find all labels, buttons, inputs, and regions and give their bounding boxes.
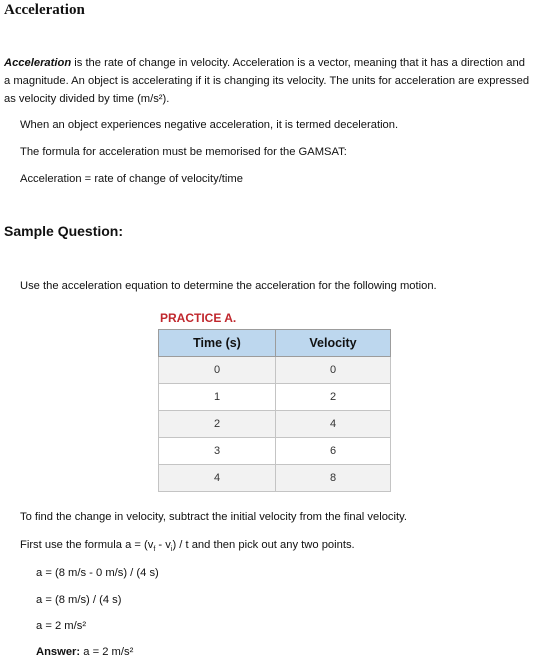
answer-value: a = 2 m/s² xyxy=(80,646,134,658)
table-header-row xyxy=(159,330,391,357)
question-text: Use the acceleration equation to determine the acceleration for the following motion. xyxy=(20,280,437,292)
practice-label: PRACTICE A. xyxy=(160,311,237,325)
velocity-cell: 4 xyxy=(276,411,391,438)
time-cell: 1 xyxy=(159,384,276,411)
table-row xyxy=(159,384,391,411)
velocity-cell: 8 xyxy=(276,465,391,492)
deceleration-line: When an object experiences negative acceleration, it is termed deceleration. xyxy=(20,119,399,131)
table-row xyxy=(159,465,391,492)
equation-line-2: a = (8 m/s) / (4 s) xyxy=(36,594,122,606)
table-row xyxy=(159,411,391,438)
velocity-cell: 0 xyxy=(276,357,391,384)
intro-term: Acceleration xyxy=(4,57,72,69)
formula-definition-line: Acceleration = rate of change of velocity/time xyxy=(20,173,243,185)
page-title: Acceleration xyxy=(4,2,85,18)
solution-step-1: To find the change in velocity, subtract the initial velocity from the final velocity. xyxy=(20,511,407,523)
intro-text: is the rate of change in velocity. Acceleration is a vector, meaning that it has a direction and a magnitude. An object is accelerating if it is changing its velocity. The units for acceleration are expressed as velocity divided by time (m/s²). xyxy=(4,57,530,105)
table-row xyxy=(159,357,391,384)
column-header-time: Time (s) xyxy=(159,330,276,357)
answer-line xyxy=(36,646,133,658)
practice-table xyxy=(158,329,391,492)
velocity-cell: 2 xyxy=(276,384,391,411)
sample-question-heading: Sample Question: xyxy=(4,223,124,239)
answer-label: Answer: xyxy=(36,646,81,658)
intro-paragraph xyxy=(4,54,532,108)
formula-note-line: The formula for acceleration must be memorised for the GAMSAT: xyxy=(20,146,347,158)
time-cell: 0 xyxy=(159,357,276,384)
equation-line-3: a = 2 m/s² xyxy=(36,620,87,632)
time-cell: 2 xyxy=(159,411,276,438)
column-header-velocity: Velocity xyxy=(276,330,391,357)
time-cell: 4 xyxy=(159,465,276,492)
solution-step-2: First use the formula $a = (v_f - v_i) / t$ and then pick out any two points. xyxy=(20,539,355,554)
table-row xyxy=(159,438,391,465)
time-cell: 3 xyxy=(159,438,276,465)
equation-line-1: a = (8 m/s - 0 m/s) / (4 s) xyxy=(36,567,159,579)
velocity-cell: 6 xyxy=(276,438,391,465)
